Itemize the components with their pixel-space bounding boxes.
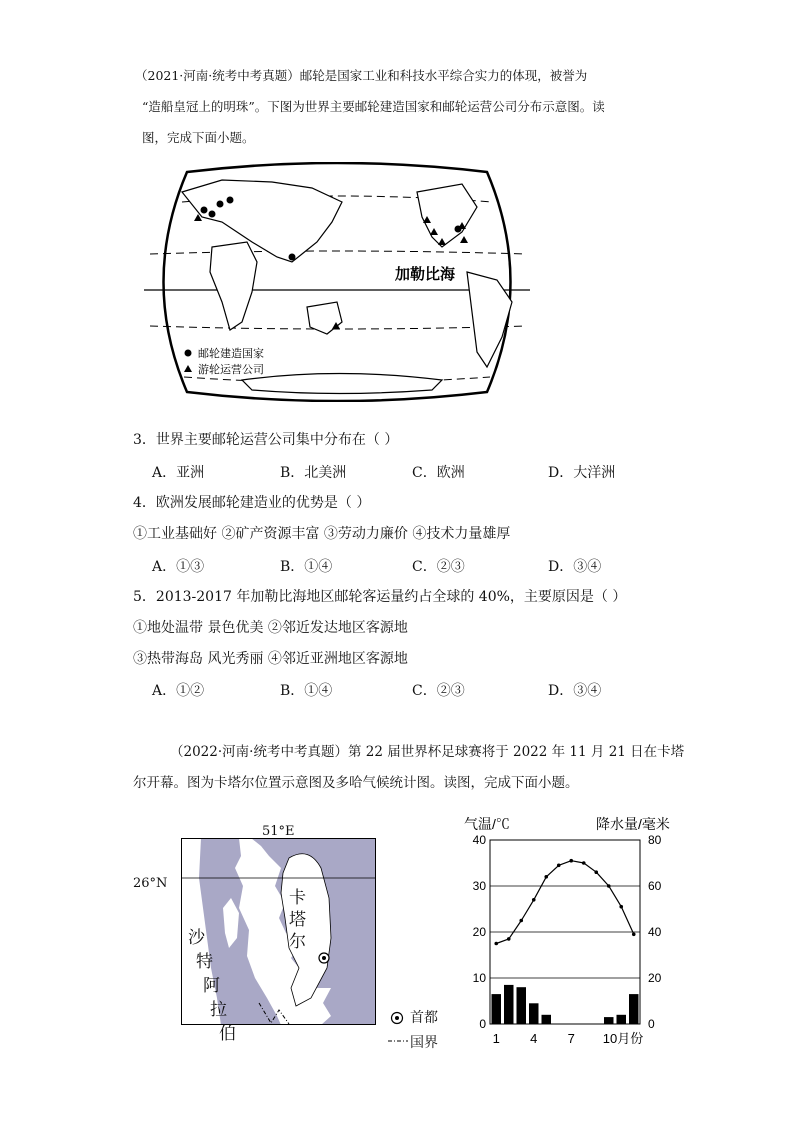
legend-border: 国界	[410, 1035, 438, 1051]
saudi-label-2: 特	[196, 952, 213, 972]
q4-option-b[interactable]: B．①④	[280, 559, 333, 575]
precip-axis-label: 降水量/毫米	[596, 816, 670, 832]
x-tick-label: 10月份	[602, 1031, 644, 1046]
precip-bar	[617, 1015, 627, 1024]
legend-capital: 首都	[410, 1010, 438, 1026]
x-tick-label: 7	[567, 1031, 575, 1046]
q4-option-a[interactable]: A．①③	[152, 559, 205, 575]
x-tick-label: 4	[530, 1031, 538, 1046]
temperature-point	[594, 870, 598, 874]
precip-tick-label: 80	[648, 833, 662, 847]
intro1-line3: 图，完成下面小题。	[142, 130, 255, 145]
saudi-label-3: 阿	[203, 976, 220, 996]
temp-tick-label: 20	[472, 925, 486, 939]
q5-stem: 5．2013-2017 年加勒比海地区邮轮客运量约占全球的 40%，主要原因是（ ）	[133, 589, 627, 605]
q5-choice-line1: ①地处温带 景色优美 ②邻近发达地区客源地	[133, 620, 408, 636]
legend-shipbuilding: 邮轮建造国家	[198, 348, 264, 360]
intro1-line2: “造船皇冠上的明珠”。下图为世界主要邮轮建造国家和邮轮运营公司分布示意图。读	[142, 99, 605, 114]
qatar-location-map	[181, 838, 376, 1025]
q4-stem: 4．欧洲发展邮轮建造业的优势是（ ）	[133, 495, 371, 511]
temperature-point	[582, 861, 586, 865]
precip-bar	[504, 985, 514, 1024]
saudi-label-1: 沙	[188, 928, 205, 948]
temp-tick-label: 10	[472, 971, 486, 985]
intro2-line2: 尔开幕。图为卡塔尔位置示意图及多哈气候统计图。读图，完成下面小题。	[133, 775, 579, 791]
qatar-label-1: 卡	[289, 888, 306, 908]
temp-tick-label: 30	[472, 879, 486, 893]
temperature-point	[569, 859, 573, 863]
longitude-label: 51°E	[262, 824, 295, 839]
qatar-label-2: 塔	[289, 910, 306, 930]
temperature-point	[507, 937, 511, 941]
precip-tick-label: 0	[648, 1017, 655, 1031]
intro2-line1: （2022·河南·统考中考真题）第 22 届世界杯足球赛将于 2022 年 11 月 21 日在卡塔	[170, 744, 685, 760]
q4-choices: ①工业基础好 ②矿产资源丰富 ③劳动力廉价 ④技术力量雄厚	[133, 526, 511, 542]
precip-bar	[629, 994, 639, 1024]
q3-option-b[interactable]: B．北美洲	[280, 465, 347, 481]
q4-option-c[interactable]: C．②③	[412, 559, 465, 575]
precip-tick-label: 60	[648, 879, 662, 893]
q5-option-a[interactable]: A．①②	[152, 683, 205, 699]
temperature-point	[557, 864, 561, 868]
temp-tick-label: 0	[479, 1017, 486, 1031]
intro1-line1: （2021·河南·统考中考真题）邮轮是国家工业和科技水平综合实力的体现，被誉为	[135, 68, 588, 83]
q5-option-b[interactable]: B．①④	[280, 683, 333, 699]
world-map	[142, 162, 532, 402]
temperature-point	[544, 875, 548, 879]
legend-operator: 游轮运营公司	[198, 364, 264, 376]
temperature-point	[607, 884, 611, 888]
temp-tick-label: 40	[472, 833, 486, 847]
temperature-line	[496, 861, 634, 944]
precip-tick-label: 20	[648, 971, 662, 985]
legend-icons	[388, 1008, 408, 1048]
saudi-label-5: 伯	[219, 1024, 236, 1044]
doha-climate-chart	[458, 812, 698, 1057]
precip-bar	[517, 987, 527, 1024]
x-tick-label: 1	[492, 1031, 500, 1046]
latitude-label: 26°N	[133, 876, 168, 891]
q3-option-d[interactable]: D．大洋洲	[548, 465, 616, 481]
temp-axis-label: 气温/℃	[464, 816, 510, 832]
qatar-label-3: 尔	[289, 932, 306, 952]
precip-bar	[529, 1003, 539, 1024]
precip-bar	[542, 1015, 552, 1024]
q3-stem: 3．世界主要邮轮运营公司集中分布在（ ）	[133, 432, 399, 448]
temperature-point	[632, 933, 636, 937]
temperature-point	[494, 942, 498, 946]
precip-bar	[604, 1017, 614, 1024]
temperature-point	[532, 898, 536, 902]
q3-option-a[interactable]: A．亚洲	[152, 465, 205, 481]
q4-option-d[interactable]: D．③④	[548, 559, 602, 575]
caribbean-sea-label: 加勒比海	[395, 266, 456, 283]
q3-option-c[interactable]: C．欧洲	[412, 465, 465, 481]
precip-bar	[492, 994, 502, 1024]
precip-tick-label: 40	[648, 925, 662, 939]
q5-option-d[interactable]: D．③④	[548, 683, 602, 699]
saudi-label-4: 拉	[210, 1000, 227, 1020]
q5-choice-line2: ③热带海岛 风光秀丽 ④邻近亚洲地区客源地	[133, 651, 408, 667]
temperature-point	[519, 919, 523, 923]
temperature-point	[619, 905, 623, 909]
q5-option-c[interactable]: C．②③	[412, 683, 465, 699]
